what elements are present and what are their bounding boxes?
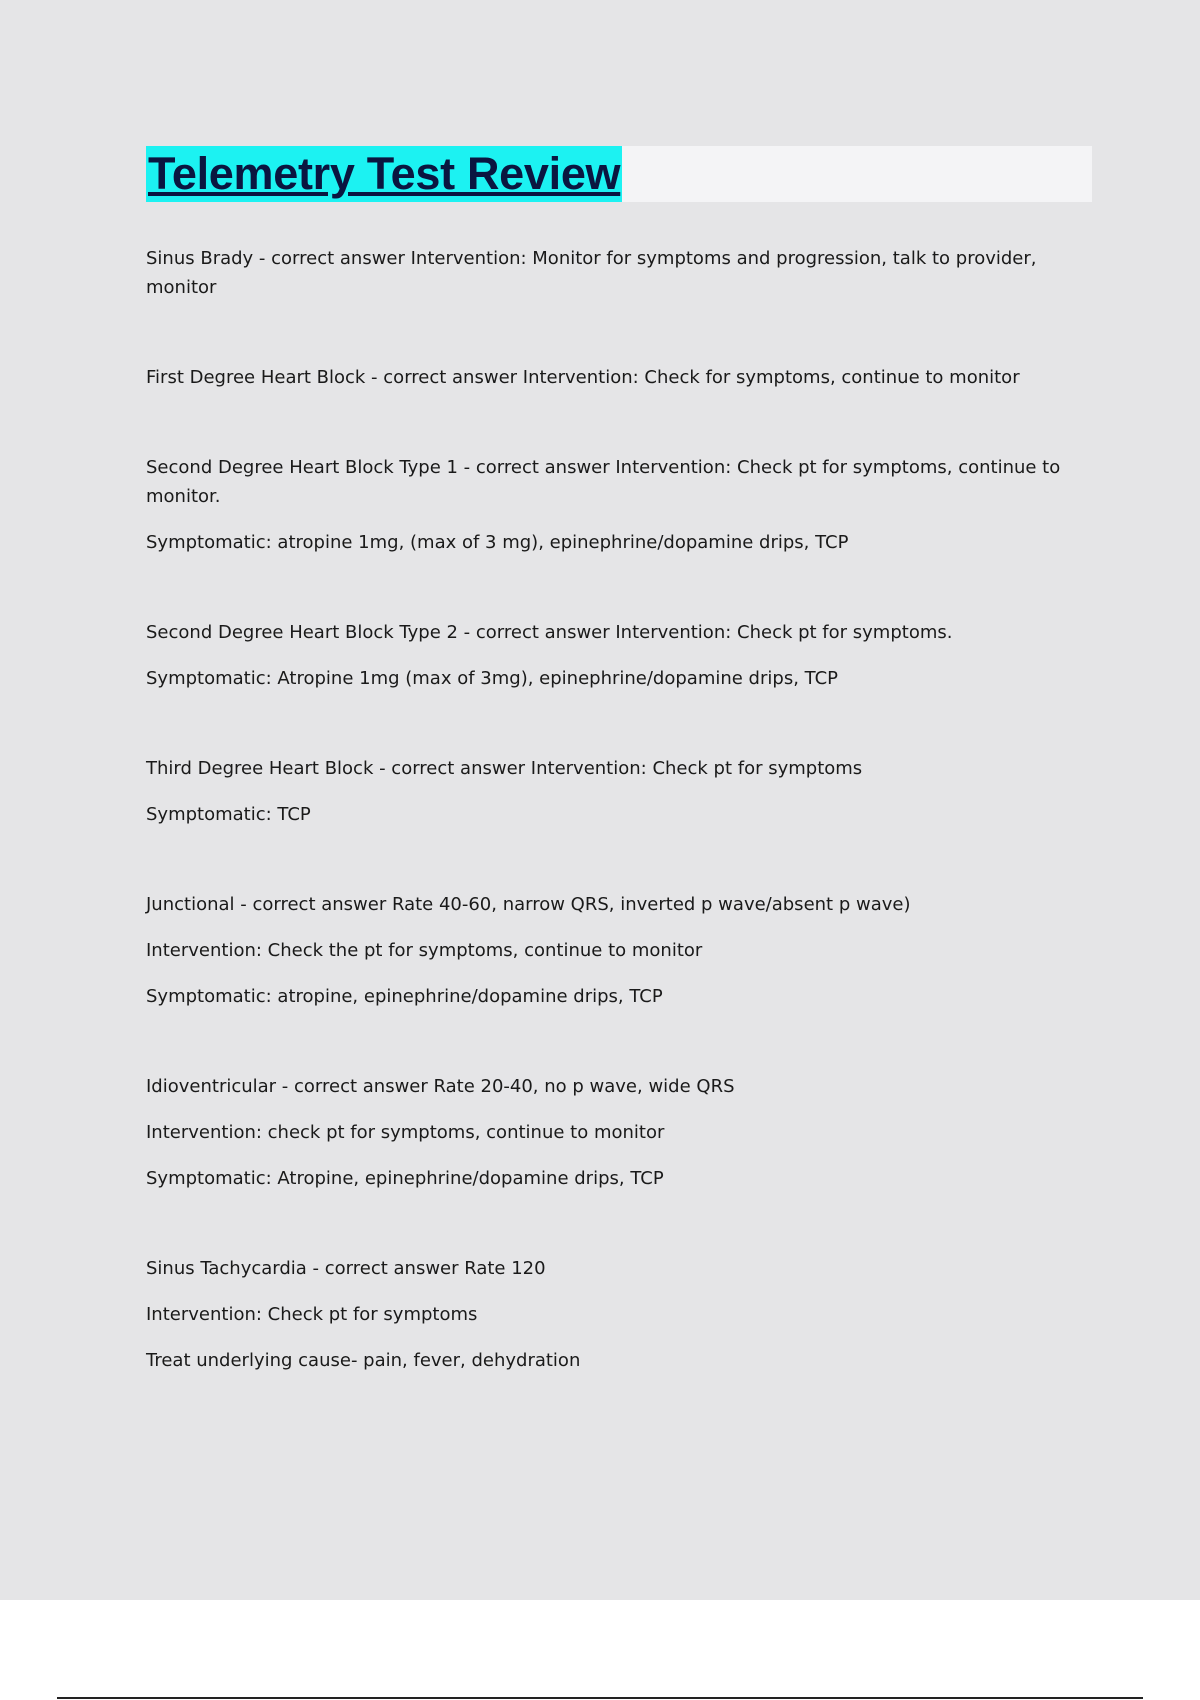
review-entry — [146, 363, 1076, 392]
entry-heading-text: Second Degree Heart Block Type 2 - correct answer Intervention: Check pt for symptoms. — [146, 622, 953, 643]
entry-detail-text: Symptomatic: atropine 1mg, (max of 3 mg), epinephrine/dopamine drips, TCP — [146, 532, 849, 553]
entry-heading-text: Sinus Tachycardia - correct answer Rate 120 — [146, 1258, 546, 1279]
entry-detail-text: Intervention: Check the pt for symptoms, continue to monitor — [146, 940, 703, 961]
review-content — [146, 244, 1076, 1436]
entry-detail-text: Intervention: Check pt for symptoms — [146, 1304, 478, 1325]
review-entry — [146, 244, 1076, 302]
document-title: Telemetry Test Review — [148, 148, 621, 199]
entry-detail-text: Symptomatic: Atropine 1mg (max of 3mg), epinephrine/dopamine drips, TCP — [146, 668, 838, 689]
review-entry — [146, 890, 1076, 1011]
entry-detail-text: Intervention: check pt for symptoms, continue to monitor — [146, 1122, 665, 1143]
entry-detail-text: Symptomatic: TCP — [146, 804, 311, 825]
entry-detail-text: Symptomatic: atropine, epinephrine/dopamine drips, TCP — [146, 986, 663, 1007]
entry-heading-text: Second Degree Heart Block Type 1 - correct answer Intervention: Check pt for symptoms, continue to monitor. — [146, 457, 1061, 507]
entry-heading-text: Sinus Brady - correct answer Intervention: Monitor for symptoms and progression, talk to provider, monitor — [146, 248, 1037, 298]
entry-detail-text: Symptomatic: Atropine, epinephrine/dopamine drips, TCP — [146, 1168, 664, 1189]
review-entry — [146, 618, 1076, 693]
review-entry — [146, 754, 1076, 829]
review-entry — [146, 453, 1076, 557]
entry-heading-text: Idioventricular - correct answer Rate 20-40, no p wave, wide QRS — [146, 1076, 735, 1097]
entry-heading-text: First Degree Heart Block - correct answer Intervention: Check for symptoms, continue to monitor — [146, 367, 1020, 388]
entry-detail-text: Treat underlying cause- pain, fever, dehydration — [146, 1350, 581, 1371]
review-entry — [146, 1254, 1076, 1375]
entry-heading-text: Junctional - correct answer Rate 40-60, narrow QRS, inverted p wave/absent p wave) — [146, 894, 911, 915]
review-entry — [146, 1072, 1076, 1193]
title-highlight — [146, 146, 622, 202]
entry-heading-text: Third Degree Heart Block - correct answer Intervention: Check pt for symptoms — [146, 758, 863, 779]
footer-divider — [57, 1697, 1143, 1699]
